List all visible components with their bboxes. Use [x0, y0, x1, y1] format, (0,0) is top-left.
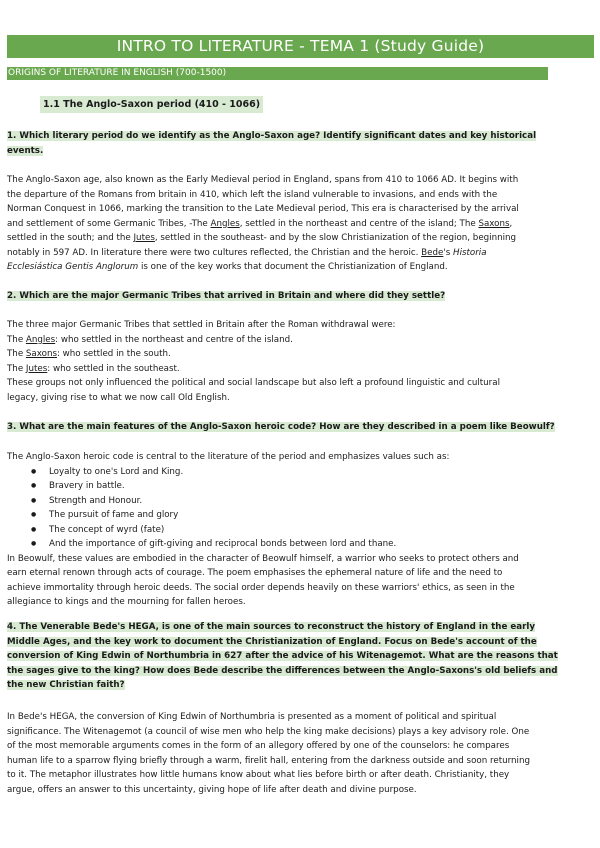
saxons-link: Saxons	[25, 349, 57, 359]
answer-line: earn eternal renown through acts of courage. The poem emphasises the ephemeral nature of life and the need to	[7, 568, 503, 578]
text-run: ,	[509, 218, 513, 229]
angles-link: Angles	[25, 334, 56, 345]
question-1-line: events.	[7, 145, 44, 156]
answer-line	[7, 260, 589, 275]
text-run: The	[7, 349, 26, 359]
answer-line: significance. The Witenagemot (a council of wise men who help the king make decisions) plays a key advisory role. One	[7, 726, 530, 737]
text-run: is one of the key works that document the Christianization of England.	[138, 262, 448, 272]
question-3	[7, 420, 587, 435]
answer-line	[7, 246, 589, 261]
text-run: The	[7, 334, 26, 345]
list-item: ● Strength and Honour.	[29, 494, 396, 509]
answer-line: human life to a sparrow flying briefly through a warm, firelit hall, entering from the darkness outside and soon returning	[7, 755, 530, 766]
answer-3	[7, 450, 589, 610]
answer-line: allegiance to kings and the mourning for fallen heroes.	[7, 597, 246, 607]
jutes-link: Jutes	[133, 233, 155, 243]
text-run: , settled in the southeast- and by the slow Christianization of the region, beginning	[154, 233, 517, 243]
text-run: The	[7, 363, 26, 374]
text-run: 's	[443, 247, 454, 258]
list-item: ● The pursuit of fame and glory	[29, 508, 396, 523]
answer-line: legacy, giving rise to what we now call Old English.	[7, 392, 230, 403]
list-item: ● Loyalty to one's Lord and King.	[29, 465, 396, 480]
question-4-line: the new Christian faith?	[7, 680, 125, 690]
question-2	[7, 289, 587, 304]
text-run: : who settled in the south.	[56, 349, 171, 359]
answer-line: achieve immortality through heroic deeds. The social order depends heavily on these warriors' ethics, as seen in the	[7, 582, 515, 593]
question-1-line: 1. Which literary period do we identify as the Anglo-Saxon age? Identify significant dates and key historical	[7, 131, 537, 141]
values-list	[29, 465, 396, 552]
list-item: ● And the importance of gift-giving and reciprocal bonds between lord and thane.	[29, 537, 396, 552]
answer-line: The Anglo-Saxon heroic code is central to the literature of the period and emphasizes values such as:	[7, 452, 450, 462]
answer-line: The three major Germanic Tribes that settled in Britain after the Roman withdrawal were:	[7, 320, 396, 330]
answer-line	[7, 231, 589, 246]
tribe-angles	[7, 333, 589, 348]
text-run: Ecclesiástica Gentis Anglorum	[7, 262, 139, 272]
question-2-line: 2. Which are the major Germanic Tribes that arrived in Britain and where did they settle?	[7, 291, 446, 301]
document-title: INTRO TO LITERATURE - TEMA 1 (Study Guide)	[7, 35, 594, 58]
answer-line: These groups not only influenced the political and social landscape but also left a profound linguistic and cultural	[7, 378, 500, 388]
question-4-line: 4. The Venerable Bede's HEGA, is one of the main sources to reconstruct the history of England in the early	[7, 622, 536, 632]
answer-1	[7, 173, 589, 275]
question-4-line: conversion of King Edwin of Northumbria in 627 after the advice of his Witenagemot. What are the reasons that	[7, 651, 558, 661]
answer-line: In Beowulf, these values are embodied in the character of Beowulf himself, a warrior who seeks to protect others and	[7, 553, 519, 564]
text-run: : who settled in the northeast and centre of the island.	[55, 334, 293, 345]
question-3-line: 3. What are the main features of the Anglo-Saxon heroic code? How are they described in a poem like Beowulf?	[7, 422, 555, 432]
question-1	[7, 129, 587, 158]
jutes-link: Jutes	[25, 363, 48, 374]
answer-line: Norman Conquest in 1066, marking the transition to the Late Medieval period, This era is characterised by the arrival	[7, 204, 519, 214]
text-run: and settlement of some Germanic Tribes, -The	[7, 218, 211, 229]
answer-line	[7, 217, 589, 232]
list-item: ● Bravery in battle.	[29, 479, 396, 494]
text-run: settled in the south; and the	[7, 233, 134, 243]
answer-line: In Bede's HEGA, the conversion of King Edwin of Northumbria is presented as a moment of political and spiritual	[7, 712, 497, 722]
text-run: notably in 597 AD. In literature there were two cultures reflected, the Christian and the heroic.	[7, 247, 422, 258]
text-run: Historia	[453, 247, 487, 258]
tribe-saxons	[7, 347, 589, 362]
text-run: : who settled in the southeast.	[47, 363, 180, 374]
subheading: 1.1 The Anglo-Saxon period (410 - 1066)	[40, 96, 263, 113]
answer-2	[7, 318, 589, 405]
question-4-line: the sages give to the king? How does Bede describe the differences between the Anglo-Saxons's old beliefs and	[7, 665, 558, 676]
question-4-line: Middle Ages, and the key work to document the Christianization of England. Focus on Bede's account of the	[7, 636, 537, 647]
section-heading: ORIGINS OF LITERATURE IN ENGLISH (700-1500)	[7, 67, 548, 80]
answer-line: of the most memorable arguments comes in the form of an allegory offered by one of the counselors: he compares	[7, 741, 510, 751]
tribe-jutes	[7, 362, 589, 377]
answer-line: the departure of the Romans from britain in 410, which left the island vulnerable to invasions, and ends with the	[7, 189, 498, 200]
values-list-wrap	[7, 465, 589, 552]
answer-line: argue, offers an answer to this uncertainty, giving hope of life after death and divine purpose.	[7, 784, 417, 795]
answer-line: The Anglo-Saxon age, also known as the Early Medieval period in England, spans from 410 to 1066 AD. It begins with	[7, 175, 519, 185]
list-item: ● The concept of wyrd (fate)	[29, 523, 396, 538]
answer-4	[7, 710, 589, 797]
saxons-link: Saxons	[478, 218, 510, 229]
answer-line: to it. The metaphor illustrates how little humans know about what lies before birth or after death. Christianity, they	[7, 770, 510, 780]
bede-link: Bede	[421, 247, 444, 258]
text-run: , settled in the northeast and centre of the island; The	[239, 218, 479, 229]
angles-link: Angles	[210, 218, 240, 229]
question-4	[7, 620, 587, 693]
